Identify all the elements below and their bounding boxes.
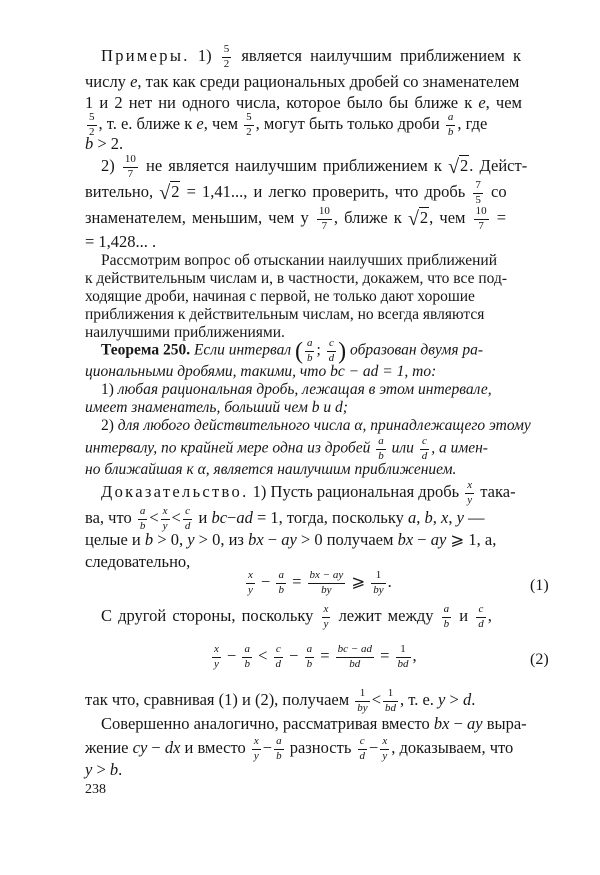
proof-line3: целые и b > 0, y > 0, из bx − ay > 0 получаем bx − ay ⩾ 1, а,	[85, 530, 497, 549]
proof-line7: Совершенно аналогично, рассматривая вместо bx − ay выра-	[101, 714, 527, 733]
para1-line4: $\frac{5}{2}$ , т. е. ближе к e, чем $\frac{5}{2}$ , могут быть только дроби $\frac{a}{b}$ , где	[89, 111, 488, 138]
para2-line4: = 1,428... .	[85, 232, 157, 251]
theorem-line2: циональными дробями, такими, что bc − ad = 1, то:	[85, 363, 437, 380]
para1-line3: 1 и 2 нет ни одного числа, которое было бы ближе к e, чем	[85, 93, 522, 112]
para3-line4: приближения к действительным числам, но всегда являются	[85, 306, 485, 323]
proof-line5: С другой стороны, поскольку $\frac{x}{y}$ лежит между $\frac{a}{b}$ и $\frac{c}{d}$ ,	[101, 603, 492, 630]
para3-line3: ходящие дроби, начиная с первой, не только дают хорошие	[85, 288, 475, 305]
theorem-line6: интервалу, по крайней мере одна из дробей $\frac{a}{b}$ или $\frac{c}{d}$ , а имен-	[85, 435, 488, 462]
para2-line2: вительно, √2 = 1,41..., и легко проверить, что дробь $\frac{7}{5}$ со	[85, 179, 507, 206]
equation-2: $\frac{x}{y}$ − $\frac{a}{b}$ < $\frac{c}{d}$ − $\frac{a}{b}$ = $\frac{bc - ad}{bd}$ = $\frac{1}{bd}$ ,	[214, 643, 417, 670]
page-number: 238	[85, 782, 106, 797]
equation-2-number: (2)	[530, 651, 549, 668]
theorem-line1: Теорема 250. Если интервал ( $\frac{a}{b}$ ; $\frac{c}{d}$ ) образован двумя ра-	[101, 337, 484, 365]
proof-line1: Доказательство. 1) Пусть рациональная дробь $\frac{x}{y}$ така-	[101, 479, 516, 506]
para2-line3: знаменателем, меньшим, чем у $\frac{10}{7}$ , ближе к √2, чем $\frac{10}{7}$ =	[85, 205, 507, 232]
para3-line1: Рассмотрим вопрос об отыскании наилучших приближений	[101, 252, 498, 269]
proof-line8: жение cy − dx и вместо $\frac{x}{y}$ − $\frac{a}{b}$ разность $\frac{c}{d}$ − $\frac{x}{y}$ , доказываем, что	[85, 735, 514, 762]
proof-line4: следовательно,	[85, 552, 191, 571]
proof-line9: y > b.	[85, 760, 123, 779]
theorem-line5: 2) для любого действительного числа α, принадлежащего этому	[101, 417, 531, 434]
para1-line5: b > 2.	[85, 134, 124, 153]
para1-line2: числу e, так как среди рациональных дробей со знаменателем	[85, 72, 520, 91]
theorem-line3: 1) любая рациональная дробь, лежащая в этом интервале,	[101, 381, 492, 398]
proof-line2: ва, что $\frac{a}{b}$ < $\frac{x}{y}$ < $\frac{c}{d}$ и bc−ad = 1, тогда, поскольку a, b, x, y —	[85, 505, 485, 532]
para1-line1: Примеры. 1) $\frac{5}{2}$ является наилучшим приближением к	[101, 43, 521, 70]
theorem-line7: но ближайшая к α, является наилучшим приближением.	[85, 461, 457, 478]
para3-line5: наилучшими приближениями.	[85, 324, 285, 341]
proof-line6: так что, сравнивая (1) и (2), получаем $\frac{1}{by}$ < $\frac{1}{bd}$ , т. е. y > d.	[85, 687, 476, 714]
equation-1: $\frac{x}{y}$ − $\frac{a}{b}$ = $\frac{bx - ay}{by}$ ⩾ $\frac{1}{by}$ .	[248, 569, 392, 596]
equation-1-number: (1)	[530, 577, 549, 594]
theorem-line4: имеет знаменатель, больший чем b и d;	[85, 399, 348, 416]
para3-line2: к действительным числам и, в частности, докажем, что все под-	[85, 270, 507, 287]
para2-line1: 2) $\frac{10}{7}$ не является наилучшим приближением к √2. Дейст-	[101, 153, 528, 180]
